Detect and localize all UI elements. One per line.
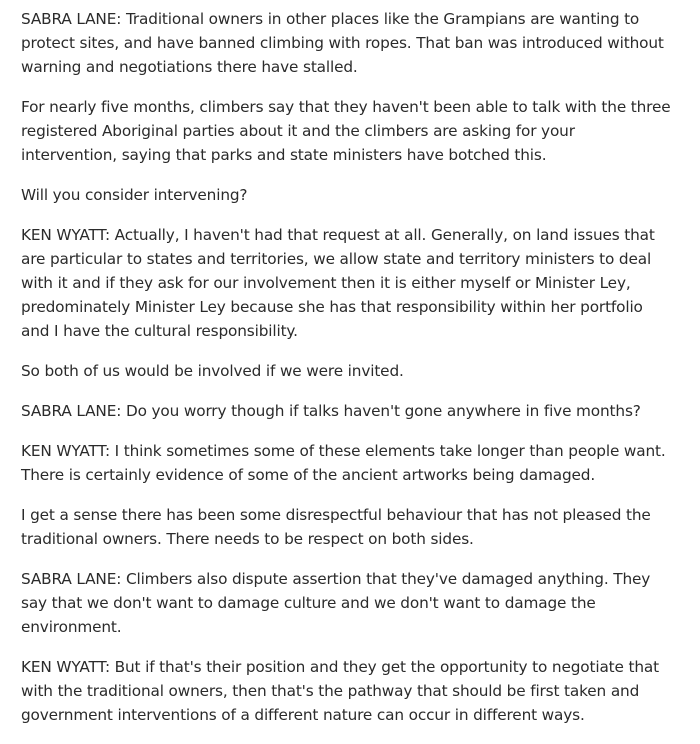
- transcript-paragraph: SABRA LANE: Traditional owners in other places like the Grampians are wanting to protect sites, and have banned climbing with ropes. That ban was introduced without warning and negotiations there have stalled.: [21, 10, 664, 76]
- transcript-paragraph: So both of us would be involved if we were invited.: [21, 362, 404, 380]
- transcript-body: [21, 7, 673, 743]
- transcript-paragraph: Will you consider intervening?: [21, 186, 248, 204]
- transcript-paragraph: For nearly five months, climbers say that they haven't been able to talk with the three registered Aboriginal parties about it and the climbers are asking for your intervention, saying that parks and state ministers have botched this.: [21, 98, 671, 164]
- transcript-paragraph: SABRA LANE: Do you worry though if talks haven't gone anywhere in five months?: [21, 402, 641, 420]
- transcript-paragraph: KEN WYATT: Actually, I haven't had that request at all. Generally, on land issues that are particular to states and territories, we allow state and territory ministers to deal with it and if they ask for our involvement then it is either myself or Minister Ley, predominately Minister Ley because she has that responsibility within her portfolio and I have the cultural responsibility.: [21, 226, 655, 340]
- transcript-paragraph: I get a sense there has been some disrespectful behaviour that has not pleased the traditional owners. There needs to be respect on both sides.: [21, 506, 651, 548]
- transcript-paragraph: SABRA LANE: Climbers also dispute assertion that they've damaged anything. They say that we don't want to damage culture and we don't want to damage the environment.: [21, 570, 651, 636]
- transcript-paragraph: KEN WYATT: I think sometimes some of these elements take longer than people want. There is certainly evidence of some of the ancient artworks being damaged.: [21, 442, 666, 484]
- transcript-paragraph: KEN WYATT: But if that's their position and they get the opportunity to negotiate that with the traditional owners, then that's the pathway that should be first taken and government interventions of a different nature can occur in different ways.: [21, 658, 659, 724]
